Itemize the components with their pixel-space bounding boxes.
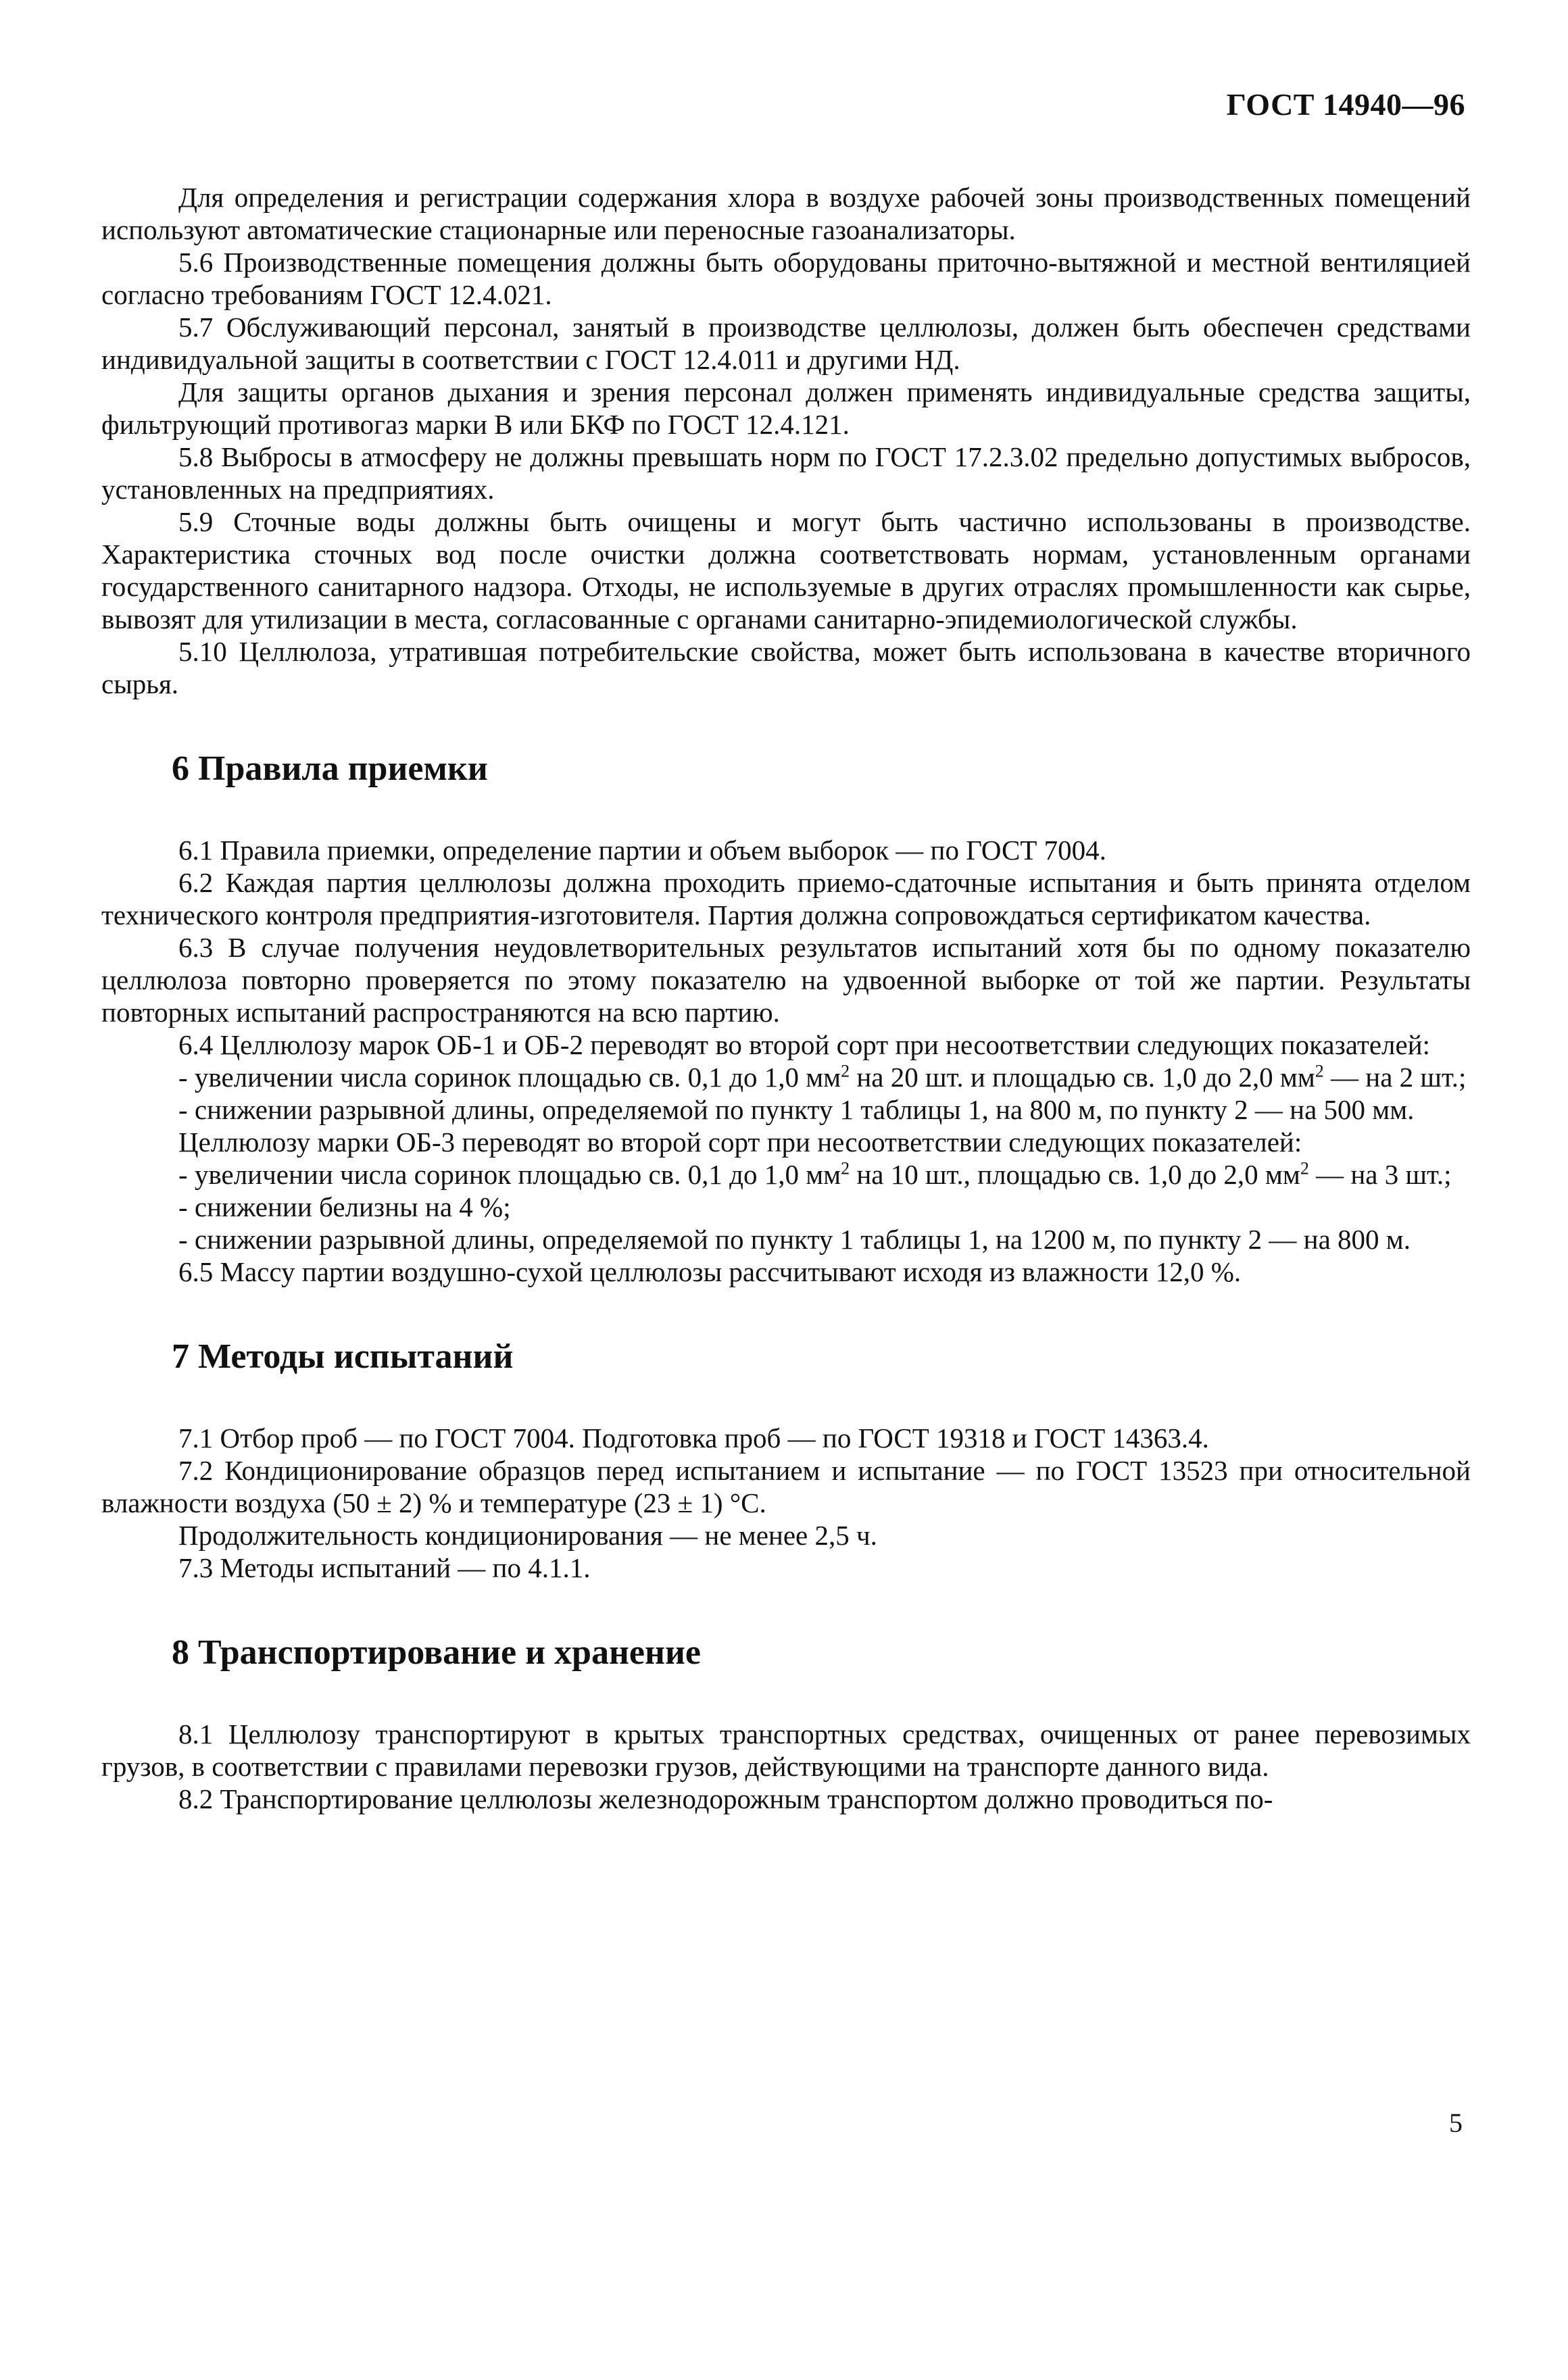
debris-ob3-text-b: на 10 шт., площадью св. 1,0 до 2,0 мм xyxy=(850,1159,1300,1190)
paragraph-5-10: 5.10 Целлюлоза, утратившая потребительские свойства, может быть использована в качестве вторичного сырья. xyxy=(101,636,1471,699)
list-item-breaking-length-ob3: - снижении разрывной длины, определяемой по пункту 1 таблицы 1, на 1200 м, по пункту 2 — на 800 м. xyxy=(178,1224,1411,1255)
paragraph-6-4: 6.4 Целлюлозу марок ОБ-1 и ОБ-2 переводят во второй сорт при несоответствии следующих показателей: xyxy=(178,1029,1431,1060)
debris-ob12-text-c: — на 2 шт.; xyxy=(1323,1062,1467,1093)
document-body xyxy=(101,181,1471,1815)
paragraph-ob3: Целлюлозу марки ОБ-3 переводят во второй сорт при несоответствии следующих показателей: xyxy=(178,1126,1302,1158)
page-number: 5 xyxy=(1449,2108,1463,2138)
paragraph-7-1: 7.1 Отбор проб — по ГОСТ 7004. Подготовка проб — по ГОСТ 19318 и ГОСТ 14363.4. xyxy=(178,1422,1209,1454)
paragraph-6-5: 6.5 Массу партии воздушно-сухой целлюлозы рассчитывают исходя из влажности 12,0 %. xyxy=(178,1256,1242,1287)
paragraph-8-2: 8.2 Транспортирование целлюлозы железнодорожным транспортом должно проводиться по- xyxy=(178,1783,1273,1814)
paragraph-gas-analyzers: Для определения и регистрации содержания хлора в воздухе рабочей зоны производственных помещений используют автоматические стационарные или переносные газоанализаторы. xyxy=(101,182,1471,245)
superscript-2: 2 xyxy=(1315,1061,1324,1081)
paragraph-conditioning-duration: Продолжительность кондиционирования — не менее 2,5 ч. xyxy=(178,1520,877,1551)
section-7-heading: 7 Методы испытаний xyxy=(172,1337,514,1376)
paragraph-6-2: 6.2 Каждая партия целлюлозы должна проходить приемо-сдаточные испытания и быть принята отделом технического контроля предприятия-изготовителя. Партия должна сопровождаться сертификатом качества. xyxy=(101,867,1471,931)
paragraph-5-6: 5.6 Производственные помещения должны быть оборудованы приточно-вытяжной и местной вентиляцией согласно требованиям ГОСТ 12.4.021. xyxy=(101,247,1471,310)
list-item-debris-ob12 xyxy=(101,1061,1471,1093)
list-item-breaking-length-ob12: - снижении разрывной длины, определяемой по пункту 1 таблицы 1, на 800 м, по пункту 2 — на 500 мм. xyxy=(178,1094,1415,1125)
debris-ob3-text-a: - увеличении числа соринок площадью св. 0,1 до 1,0 мм xyxy=(178,1159,841,1190)
debris-ob12-text-b: на 20 шт. и площадью св. 1,0 до 2,0 мм xyxy=(850,1062,1315,1093)
paragraph-respiratory-protection: Для защиты органов дыхания и зрения персонал должен применять индивидуальные средства защиты, фильтрующий противогаз марки В или БКФ по ГОСТ 12.4.121. xyxy=(101,376,1471,440)
paragraph-7-2: 7.2 Кондиционирование образцов перед испытанием и испытание — по ГОСТ 13523 при относительной влажности воздуха (50 ± 2) % и температуре (23 ± 1) °С. xyxy=(101,1455,1471,1518)
standard-header: ГОСТ 14940—96 xyxy=(1226,87,1465,122)
section-6-heading: 6 Правила приемки xyxy=(172,749,488,788)
paragraph-6-1: 6.1 Правила приемки, определение партии и объем выборок — по ГОСТ 7004. xyxy=(178,835,1106,866)
paragraph-5-7: 5.7 Обслуживающий персонал, занятый в производстве целлюлозы, должен быть обеспечен средствами индивидуальной защиты в соответствии с ГОСТ 12.4.011 и другими НД. xyxy=(101,312,1471,375)
list-item-whiteness: - снижении белизны на 4 %; xyxy=(178,1191,511,1222)
debris-ob12-text-a: - увеличении числа соринок площадью св. 0,1 до 1,0 мм xyxy=(178,1062,841,1093)
paragraph-8-1: 8.1 Целлюлозу транспортируют в крытых транспортных средствах, очищенных от ранее перевозимых грузов, в соответствии с правилами перевозки грузов, действующими на транспорте данного вида. xyxy=(101,1718,1471,1782)
paragraph-6-3: 6.3 В случае получения неудовлетворительных результатов испытаний хотя бы по одному показателю целлюлоза повторно проверяется по этому показателю на удвоенной выборке от той же партии. Результаты повторных испытаний распространяются на всю партию. xyxy=(101,932,1471,1028)
superscript-2: 2 xyxy=(841,1061,850,1081)
debris-ob3-text-c: — на 3 шт.; xyxy=(1308,1159,1452,1190)
paragraph-5-9: 5.9 Сточные воды должны быть очищены и могут быть частично использованы в производстве. Характеристика сточных вод после очистки должна соответствовать нормам, установленным органами государственного санитарного надзора. Отходы, не используемые в других отраслях промышленности как сырье, вывозят для утилизации в места, согласованные с органами санитарно-эпидемиологической службы. xyxy=(101,506,1471,635)
section-8-heading: 8 Транспортирование и хранение xyxy=(172,1633,701,1672)
superscript-2: 2 xyxy=(1300,1158,1309,1179)
superscript-2: 2 xyxy=(841,1158,850,1179)
list-item-debris-ob3 xyxy=(101,1158,1471,1191)
paragraph-5-8: 5.8 Выбросы в атмосферу не должны превышать норм по ГОСТ 17.2.3.02 предельно допустимых выбросов, установленных на предприятиях. xyxy=(101,441,1471,505)
paragraph-7-3: 7.3 Методы испытаний — по 4.1.1. xyxy=(178,1552,591,1583)
